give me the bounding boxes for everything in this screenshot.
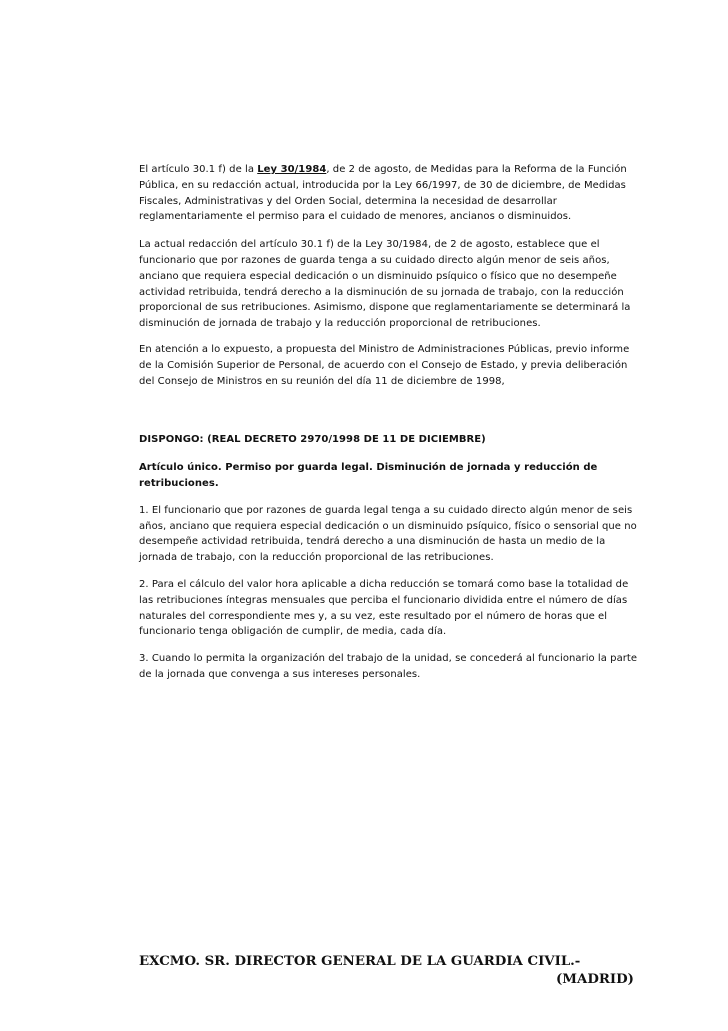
addressee-line: EXCMO. SR. DIRECTOR GENERAL DE LA GUARDIA CIVIL.- [139,954,581,969]
article-section-1: 1. El funcionario que por razones de guarda legal tenga a su cuidado directo algún menor de seis años, anciano que requiera especial dedicación o un disminuido psíquico, físico o sensorial que no desempeñe actividad retribuida, tendrá derecho a una disminución de hasta un medio de la jornada de trabajo, con la reducción proporcional de las retribuciones. [139,504,637,564]
addressee-location: (MADRID) [556,972,634,987]
intro-paragraph-3: En atención a lo expuesto, a propuesta del Ministro de Administraciones Públicas, previo informe de la Comisión Superior de Personal, de acuerdo con el Consejo de Estado, y previa deliberación del Consejo de Ministros en su reunión del día 11 de diciembre de 1998, [139,343,630,387]
article-section-2: 2. Para el cálculo del valor hora aplicable a dicha reducción se tomará como base la totalidad de las retribuciones íntegras mensuales que perciba el funcionario dividida entre el número de días naturales del correspondiente mes y, a su vez, este resultado por el número de horas que el funcionario tenga obligación de cumplir, de media, cada día. [139,578,629,638]
intro-paragraph-1 [139,162,645,225]
dispongo-heading: DISPONGO: (REAL DECRETO 2970/1998 DE 11 DE DICIEMBRE) [139,434,486,446]
intro-paragraph-1-rest: , de 2 de agosto, de Medidas para la Reforma de la Función Pública, en su redacción actual, introducida por la Ley 66/1997, de 30 de diciembre, de Medidas Fiscales, Administrativas y del Orden Social, determina la necesidad de desarrollar reglamentariamente el permiso para el cuidado de menores, ancianos o disminuidos. [139,164,627,223]
ley-30-1984-link[interactable]: Ley 30/1984 [257,164,327,175]
document-body [139,162,645,683]
article-title: Artículo único. Permiso por guarda legal. Disminución de jornada y reducción de retribuciones. [139,462,598,489]
intro-paragraph-1-lead: El artículo 30.1 f) de la [139,164,258,175]
intro-paragraph-2: La actual redacción del artículo 30.1 f) de la Ley 30/1984, de 2 de agosto, establece que el funcionario que por razones de guarda tenga a su cuidado directo algún menor de seis años, anciano que requiera especial dedicación o un disminuido psíquico o físico que no desempeñe actividad retribuida, tendrá derecho a la disminución de su jornada de trabajo, con la reducción proporcional de sus retribuciones. Asimismo, dispone que reglamentariamente se determinará la disminución de jornada de trabajo y la reducción proporcional de retribuciones. [139,239,631,330]
article-section-3: 3. Cuando lo permita la organización del trabajo de la unidad, se concederá al funcionario la parte de la jornada que convenga a sus intereses personales. [139,653,638,680]
